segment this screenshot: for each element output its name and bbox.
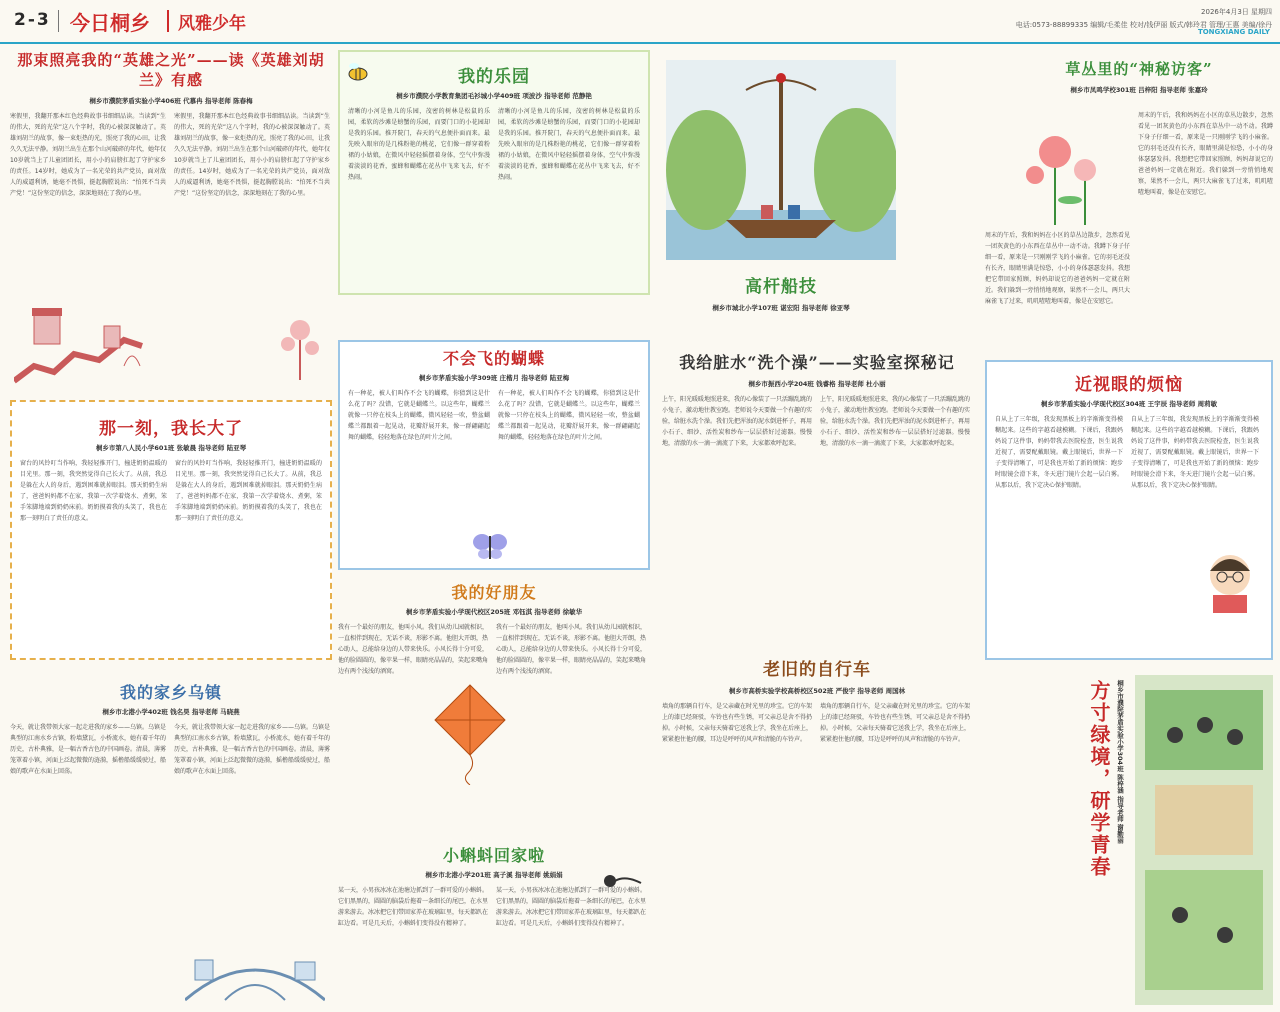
- article-byline: 桐乡市振西小学204班 钱睿格 指导老师 杜小丽: [748, 380, 886, 388]
- bridge-illustration: [185, 940, 325, 1005]
- child-with-glasses-icon: [1195, 545, 1265, 615]
- page-number: 2-3: [14, 10, 51, 30]
- kite-illustration: [430, 680, 510, 785]
- article-title: 不会飞的蝴蝶: [442, 349, 545, 368]
- article-title: 草丛里的“神秘访客”: [1065, 60, 1213, 78]
- article-byline: 桐乡市濮院茅盾实验小学406班 代慕冉 指导老师 陈春梅: [89, 97, 253, 105]
- bee-icon: [344, 60, 372, 84]
- article-body: 有一种花，被人们叫作不会飞的蝴蝶，你猜到这是什么花了吗？没错，它就是蝴蝶兰。以这些年，蝴蝶兰就像一只停在枝头上的蝴蝶，微风轻轻一吹，整盆蝴蝶兰都跟着一起晃动，花瓣舒展开来，像一群翩翩起舞的蝴蝶，轻轻地落在绿色的叶片之间。: [348, 390, 490, 441]
- article-body: 寒假里，我翻开那本红色经典故事书细细品读。当读到“生的伟大，死的光荣”这八个字时，我的心被深深触动了。英雄刘胡兰的故事，像一束炬热的光，照亮了我的心田，让我久久无法平静。刘胡兰出生在那个山河破碎的年代，她年仅10岁就当上了儿童团团长，用小小的肩膀扛起了守护家乡的责任。14岁时，她成为了一名光荣的共产党员，面对敌人的威逼利诱，她毫不畏惧，挺起胸膛说出：“怕死不当共产党！”这份坚定的信念，深深地刻在了我的心里。: [174, 113, 330, 197]
- article-card: [338, 50, 650, 295]
- article-title: 那一刻，我长大了: [99, 419, 243, 439]
- article-title: 那束照亮我的“英雄之光”——读《英雄刘胡兰》有感: [17, 51, 325, 89]
- high-pole-boat-painting: [666, 60, 896, 260]
- article-byline: 桐乡市城北小学107班 谌宏阳 指导老师 徐亚琴: [712, 304, 850, 312]
- article-body: 今天，就让我带领大家一起走进我的家乡——乌镇。乌镇是典型的江南水乡古镇，粉墙黛瓦，小桥流水，她有着千年的历史，古朴典雅，是一幅古香古色的中国画卷。清晨，薄雾笼罩着小镇，河面上泛起微微的涟漪，摇橹船缓缓驶过，船娘的歌声在水面上回荡。: [174, 724, 330, 775]
- section-title: 风雅少年: [178, 14, 246, 34]
- article-byline: 桐乡市凤鸣学校301班 吕梓阳 指导老师 张嘉玲: [1070, 86, 1208, 94]
- article-card: [985, 360, 1273, 660]
- article-title: 我的好朋友: [451, 583, 537, 602]
- article-body: 有一种花，被人们叫作不会飞的蝴蝶，你猜到这是什么花了吗？没错，它就是蝴蝶兰。以这些年，蝴蝶兰就像一只停在枝头上的蝴蝶，微风轻轻一吹，整盆蝴蝶兰都跟着一起晃动，花瓣舒展开来，像一群翩翩起舞的蝴蝶，轻轻地落在绿色的叶片之间。: [498, 390, 640, 441]
- divider: [58, 10, 59, 32]
- article-body: 某一天，小男孩冰冰在池塘边抓到了一群可爱的小蝌蚪。它们黑黑的，圆圆的脑袋后拖着一条细长的尾巴，在水里游来游去。冰冰把它们带回家养在玻璃缸里，每天都趴在缸边看。可是几天后，小蝌蚪们变得没有精神了。: [496, 887, 646, 927]
- article-card: [662, 655, 972, 1005]
- article-byline: 桐乡市茅盾实验小学309班 庄楷月 指导老师 陆亚梅: [418, 374, 570, 382]
- article-body: 今天，就让我带领大家一起走进我的家乡——乌镇。乌镇是典型的江南水乡古镇，粉墙黛瓦，小桥流水，她有着千年的历史，古朴典雅，是一幅古香古色的中国画卷。清晨，薄雾笼罩着小镇，河面上泛起微微的涟漪，摇橹船缓缓驶过，船娘的歌声在水面上回荡。: [10, 724, 166, 775]
- article-card: [338, 835, 650, 1007]
- article-body: 窗台的风铃叮当作响，我轻轻推开门，撞进奶奶温暖的目光里。那一刻，我突然觉得自己长大了。从前，我总是躲在大人的身后，遇到困难就掉眼泪。那天奶奶生病了，爸爸妈妈都不在家，我第一次学着烧水、煮粥，笨手笨脚地端到奶奶床前。奶奶摸着我的头笑了，我也在那一刻明白了责任的意义。: [20, 460, 167, 522]
- article-title: 老旧的自行车: [763, 660, 871, 680]
- flowers-illustration: [995, 120, 1130, 225]
- daily-label: TONGXIANG DAILY: [1197, 28, 1270, 36]
- article-card: [10, 400, 332, 660]
- article-title: 我的家乡乌镇: [119, 683, 222, 702]
- article-body: 墙角的那辆自行车，是父亲藏在时光里的珍宝。它的车架上的漆已经斑驳，车铃也有些生锈，可父亲总是舍不得扔掉。小时候，父亲每天骑着它送我上学，我坐在后座上，紧紧抱住他的腰，耳边是呼呼的风声和清脆的车铃声。: [820, 703, 970, 743]
- article-body: 墙角的那辆自行车，是父亲藏在时光里的珍宝。它的车架上的漆已经斑驳，车铃也有些生锈，可父亲总是舍不得扔掉。小时候，父亲每天骑着它送我上学，我坐在后座上，紧紧抱住他的腰，耳边是呼呼的风声和清脆的车铃声。: [662, 703, 812, 743]
- issue-date: 2026年4月3日 星期四: [1201, 8, 1272, 16]
- article-title: 小蝌蚪回家啦: [442, 846, 545, 865]
- article-body: 上午，阳光暖暖地照进来，我的心像装了一只活蹦乱跳的小兔子，激动地往教室跑。老师说今天要做一个有趣的实验，给脏水洗个澡。我们先把浑浊的泥水倒进杯子，再用小石子、细沙、活性炭和纱布一层层搭好过滤器。慢慢地，清澈的水一滴一滴流了下来，大家都欢呼起来。: [662, 396, 812, 447]
- great-wall-illustration: [14, 296, 144, 391]
- article-body: 寒假里，我翻开那本红色经典故事书细细品读。当读到“生的伟大，死的光荣”这八个字时，我的心被深深触动了。英雄刘胡兰的故事，像一束炬热的光，照亮了我的心田，让我久久无法平静。刘胡兰出生在那个山河破碎的年代，她年仅10岁就当上了儿童团团长，用小小的肩膀扛起了守护家乡的责任。14岁时，她成为了一名光荣的共产党员，面对敌人的威逼利诱，她毫不畏惧，挺起胸膛说出：“怕死不当共产党！”这份坚定的信念，深深地刻在了我的心里。: [10, 113, 166, 197]
- article-body: 某一天，小男孩冰冰在池塘边抓到了一群可爱的小蝌蚪。它们黑黑的，圆圆的脑袋后拖着一条细长的尾巴，在水里游来游去。冰冰把它们带回家养在玻璃缸里，每天都趴在缸边看。可是几天后，小蝌蚪们变得没有精神了。: [338, 887, 488, 927]
- article-byline: 桐乡市茅盾实验小学现代校区304班 王宇辰 指导老师 周莉敏: [1040, 400, 1218, 408]
- article-card: [662, 350, 972, 640]
- brand-logo: 今日桐乡: [70, 11, 150, 35]
- article-byline: 桐乡市北港小学402班 钱名昊 指导老师 马晓燕: [102, 708, 240, 716]
- article-title: 高杆船技: [745, 277, 817, 297]
- article-byline: 桐乡市茅盾实验小学现代校区205班 邓钰淇 指导老师 徐敏华: [405, 608, 583, 616]
- article-byline: 桐乡市濮院小学教育集团毛衫城小学409班 项波沙 指导老师 范静艳: [396, 92, 592, 100]
- article-body: 周末的午后，我和妈妈在小区的草丛边散步，忽然看见一团灰黄色的小东西在草丛中一动不动。我蹲下身子仔细一看，原来是一只刚刚学飞的小麻雀。它的羽毛还没有长齐，眼睛里满是惊恐，小小的身体瑟瑟发抖。我想把它带回家照顾，妈妈却说它的爸爸妈妈一定就在附近。我们躲到一旁悄悄地观察，果然不一会儿，两只大麻雀飞了过来，叽叽喳喳地叫着，像是在安慰它。: [1138, 112, 1273, 196]
- article-title: 近视眼的烦恼: [1075, 375, 1183, 395]
- article-card: [666, 262, 896, 332]
- article-body: 上午，阳光暖暖地照进来，我的心像装了一只活蹦乱跳的小兔子，激动地往教室跑。老师说今天要做一个有趣的实验，给脏水洗个澡。我们先把浑浊的泥水倒进杯子，再用小石子、细沙、活性炭和纱布一层层搭好过滤器。慢慢地，清澈的水一滴一滴流了下来，大家都欢呼起来。: [820, 396, 970, 447]
- article-byline: 桐乡市高桥实验学校高桥校区502班 严俊宇 指导老师 周国林: [728, 687, 906, 695]
- article-body: 自从上了三年级，我发现黑板上的字渐渐变得模糊起来。这些的字越看越模糊。下课后，我跟妈妈说了这件事，妈妈带我去医院检查，医生说我近视了，需要配戴眼镜。戴上眼镜后，世界一下子变得清晰了，可是我也开始了新的烦恼：跑步时眼镜会滑下来，冬天进门镜片会起一层白雾。从那以后，我下定决心保护眼睛。: [995, 416, 1123, 489]
- article-byline: 桐乡市第八人民小学601班 张敏晨 指导老师 陆亚琴: [95, 444, 247, 452]
- article-byline: 桐乡市北港小学201班 高子溪 指导老师 姚娟娟: [425, 871, 563, 879]
- article-body: 我有一个最好的朋友，他叫小风。我们从幼儿园就相识，一直相伴到现在，无话不谈，形影不离。他胆大开朗，热心助人，总能给身边的人带来快乐。小风长得十分可爱，他的脸圆圆的，像苹果一样，眼睛亮晶晶的，笑起来嘴角边有两个浅浅的酒窝。: [496, 624, 646, 675]
- butterfly-icon: [472, 532, 508, 560]
- article-byline: 桐乡市濮院茅盾实验小学304班 陈梓涵 指导老师 谢勤丽: [1116, 680, 1124, 844]
- article-title: 方寸绿境，研学青春: [1087, 680, 1111, 878]
- study-trip-painting: [1135, 675, 1273, 1005]
- article-card: [1085, 680, 1135, 1000]
- article-body: 自从上了三年级，我发现黑板上的字渐渐变得模糊起来。这些的字越看越模糊。下课后，我跟妈妈说了这件事，妈妈带我去医院检查，医生说我近视了，需要配戴眼镜。戴上眼镜后，世界一下子变得清晰了，可是我也开始了新的烦恼：跑步时眼镜会滑下来，冬天进门镜片会起一层白雾。从那以后，我下定决心保护眼睛。: [1131, 416, 1259, 489]
- article-title: 我的乐园: [458, 67, 530, 87]
- article-body: 周末的午后，我和妈妈在小区的草丛边散步，忽然看见一团灰黄色的小东西在草丛中一动不动。我蹲下身子仔细一看，原来是一只刚刚学飞的小麻雀。它的羽毛还没有长齐，眼睛里满是惊恐，小小的身体瑟瑟发抖。我想把它带回家照顾，妈妈却说它的爸爸妈妈一定就在附近。我们躲到一旁悄悄地观察，果然不一会儿，两只大麻雀飞了过来，叽叽喳喳地叫着，像是在安慰它。: [985, 232, 1130, 305]
- article-body: 窗台的风铃叮当作响，我轻轻推开门，撞进奶奶温暖的目光里。那一刻，我突然觉得自己长大了。从前，我总是躲在大人的身后，遇到困难就掉眼泪。那天奶奶生病了，爸爸妈妈都不在家，我第一次学着烧水、煮粥，笨手笨脚地端到奶奶床前。奶奶摸着我的头笑了，我也在那一刻明白了责任的意义。: [175, 460, 322, 522]
- article-body: 我有一个最好的朋友，他叫小风。我们从幼儿园就相识，一直相伴到现在，无话不谈，形影不离。他胆大开朗，热心助人，总能给身边的人带来快乐。小风长得十分可爱，他的脸圆圆的，像苹果一样，眼睛亮晶晶的，笑起来嘴角边有两个浅浅的酒窝。: [338, 624, 488, 675]
- flower-illustration: [270, 310, 330, 380]
- article-title: 我给脏水“洗个澡”——实验室探秘记: [679, 353, 955, 372]
- article-body: 清晰的小河是鱼儿的乐园，茂密的树林是松鼠的乐园，柔软的沙滩是螃蟹的乐园，而要门口的小花园却是我的乐园。推开院门，春天的气息便扑面而来。最先映入眼帘的是几株粉艳的桃花，它们像一群穿着粉裙的小姑娘，在微风中轻轻摇摆着身体，空气中弥漫着淡淡的花香，蜜蜂和蝴蝶在花丛中飞来飞去，好不热闹。: [498, 108, 640, 181]
- article-body: 清晰的小河是鱼儿的乐园，茂密的树林是松鼠的乐园，柔软的沙滩是螃蟹的乐园，而要门口的小花园却是我的乐园。推开院门，春天的气息便扑面而来。最先映入眼帘的是几株粉艳的桃花，它们像一群穿着粉裙的小姑娘，在微风中轻轻摇摆着身体，空气中弥漫着淡淡的花香，蜜蜂和蝴蝶在花丛中飞来飞去，好不热闹。: [348, 108, 490, 181]
- editorial-contacts: 电话:0573-88899335 编辑/毛柔佳 校对/钱伊丽 版式/韩玲君 管理/王惠 美编/徐丹: [1015, 21, 1272, 29]
- tadpole-icon: [600, 870, 644, 892]
- divider: [167, 10, 169, 32]
